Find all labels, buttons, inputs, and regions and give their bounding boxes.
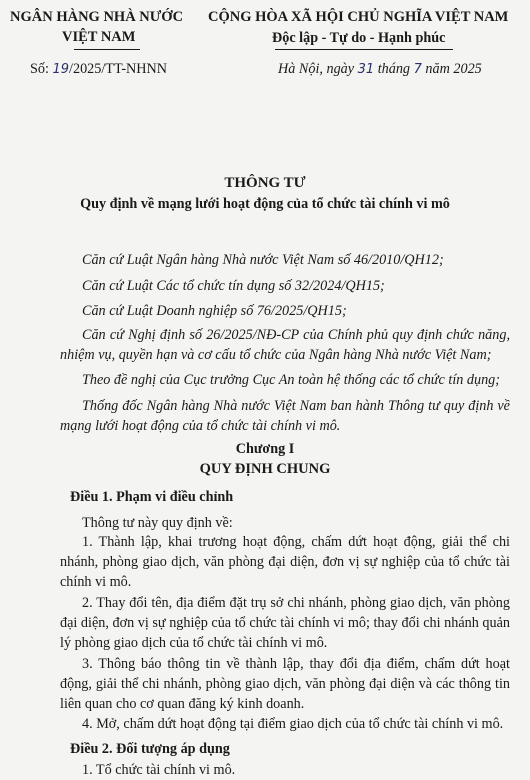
- month-handwritten: 7: [413, 62, 422, 77]
- place-date: [278, 61, 482, 78]
- document-type-title: THÔNG TƯ: [224, 175, 306, 191]
- article-2-heading: Điều 2. Đối tượng áp dụng: [70, 741, 230, 757]
- document-subject: Quy định về mạng lưới hoạt động của tổ chức tài chính vi mô: [80, 196, 450, 212]
- national-motto: Độc lập - Tự do - Hạnh phúc: [272, 30, 446, 46]
- legal-basis-4: Căn cứ Nghị định số 26/2025/NĐ-CP của Chính phủ quy định chức năng, nhiệm vụ, quyền hạn và cơ cấu tổ chức của Ngân hàng Nhà nước Việt Nam;: [60, 327, 510, 363]
- motto-underline: [275, 49, 453, 50]
- article-2-item-1: 1. Tổ chức tài chính vi mô.: [82, 762, 236, 778]
- chapter-name: QUY ĐỊNH CHUNG: [199, 461, 331, 477]
- legal-basis-5: Theo đề nghị của Cục trưởng Cục An toàn hệ thống các tổ chức tín dụng;: [82, 372, 501, 388]
- day-handwritten: 31: [357, 62, 375, 77]
- number-handwritten: 19: [52, 62, 70, 77]
- article-1-item-2: 2. Thay đổi tên, địa điểm đặt trụ sở chi nhánh, phòng giao dịch, văn phòng đại diện, đơn vị sự nghiệp của tổ chức tài chính vi mô; thay đổi chi nhánh quản lý phòng giao dịch của tổ chức tài chính vi mô.: [60, 595, 510, 651]
- agency-underline: [74, 49, 140, 50]
- place-date-prefix: Hà Nội, ngày: [278, 61, 355, 77]
- legal-basis-1: Căn cứ Luật Ngân hàng Nhà nước Việt Nam số 46/2010/QH12;: [82, 252, 444, 268]
- article-1-item-3: 3. Thông báo thông tin về thành lập, thay đổi địa điểm, chấm dứt hoạt động, giải thể chi nhánh, phòng giao dịch, văn phòng đại diện và các thông tin liên quan cho cơ quan đăng ký kinh doanh.: [60, 656, 510, 712]
- number-suffix: /2025/TT-NHNN: [69, 61, 168, 77]
- agency-name-line2: VIỆT NAM: [62, 29, 136, 45]
- legal-basis-3: Căn cứ Luật Doanh nghiệp số 76/2025/QH15;: [82, 303, 347, 319]
- chapter-number: Chương I: [235, 441, 295, 457]
- legal-basis-2: Căn cứ Luật Các tổ chức tín dụng số 32/2024/QH15;: [82, 278, 385, 294]
- number-prefix: Số:: [30, 61, 49, 77]
- article-1-intro: Thông tư này quy định về:: [82, 515, 233, 531]
- republic-name: CỘNG HÒA XÃ HỘI CHỦ NGHĨA VIỆT NAM: [208, 9, 509, 25]
- article-1-heading: Điều 1. Phạm vi điều chỉnh: [70, 489, 234, 505]
- agency-name-line1: NGÂN HÀNG NHÀ NƯỚC: [10, 9, 184, 25]
- year-label: năm 2025: [425, 61, 482, 77]
- article-1-item-1: 1. Thành lập, khai trương hoạt động, chấm dứt hoạt động, giải thể chi nhánh, phòng giao dịch, văn phòng đại diện, đơn vị sự nghiệp của tổ chức tài chính vi mô.: [60, 534, 510, 590]
- issuance-statement: Thống đốc Ngân hàng Nhà nước Việt Nam ban hành Thông tư quy định về mạng lưới hoạt động của tổ chức tài chính vi mô.: [60, 398, 510, 434]
- article-1-item-4: 4. Mở, chấm dứt hoạt động tại điểm giao dịch của tổ chức tài chính vi mô.: [82, 716, 504, 732]
- month-label: tháng: [377, 61, 411, 77]
- document-number: [30, 61, 167, 78]
